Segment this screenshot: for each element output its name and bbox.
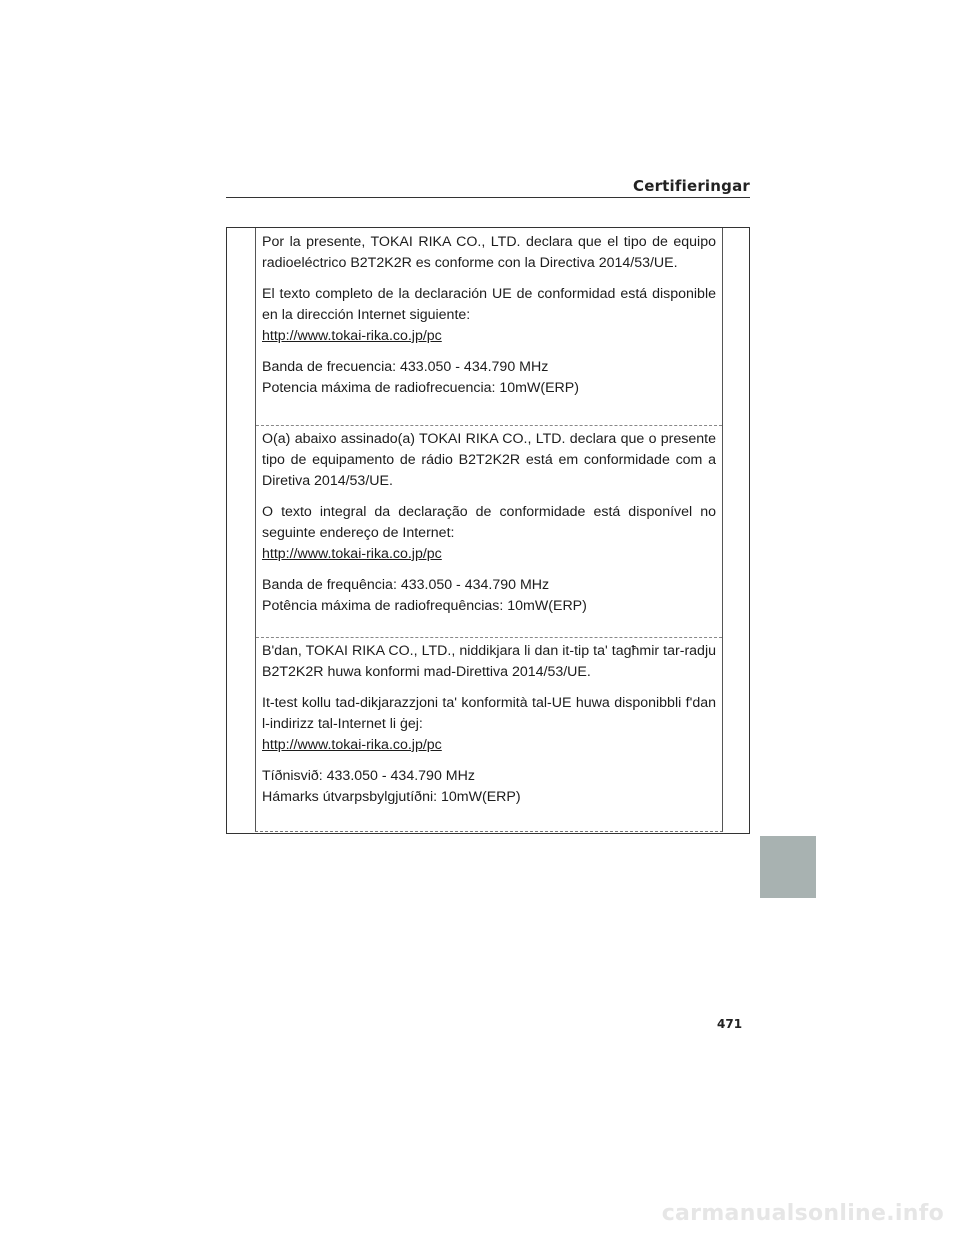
declaration-statement: Por la presente, TOKAI RIKA CO., LTD. declara que el tipo de equipo radioeléctrico B2T2K2R es conforme con la Directiva 2014/53/UE. [262,234,716,271]
declaration-statement: B'dan, TOKAI RIKA CO., LTD., niddikjara li dan it-tip ta' tagħmir tar-radju B2T2K2R huwa konformi mad-Direttiva 2014/53/UE. [262,643,716,680]
page-number: 471 [717,1017,743,1031]
declaration-portuguese [256,425,722,617]
page-header-title: Certifieringar [632,177,750,195]
frequency-band: Banda de frecuencia: 433.050 - 434.790 MHz [262,359,549,375]
max-power: Hámarks útvarpsbylgjutíðni: 10mW(ERP) [262,789,521,805]
header-divider [226,197,750,198]
frequency-band: Tíðnisvið: 433.050 - 434.790 MHz [262,768,475,784]
site-watermark: carmanualsonline.info [661,1201,944,1226]
declaration-link[interactable]: http://www.tokai-rika.co.jp/pc [262,546,442,562]
declaration-maltese [256,637,722,808]
frequency-band: Banda de frequência: 433.050 - 434.790 MHz [262,577,550,593]
declaration-statement: O(a) abaixo assinado(a) TOKAI RIKA CO., LTD. declara que o presente tipo de equipamento de rádio B2T2K2R está em conformidade com a Diretiva 2014/53/UE. [262,431,716,489]
declaration-link[interactable]: http://www.tokai-rika.co.jp/pc [262,328,442,344]
max-power: Potência máxima de radiofrequências: 10mW(ERP) [262,598,587,614]
declaration-frame [226,227,750,834]
declaration-availability: El texto completo de la declaración UE de conformidad está disponible en la dirección Internet siguiente: [262,286,716,323]
max-power: Potencia máxima de radiofrecuencia: 10mW(ERP) [262,380,579,396]
declaration-spanish [256,232,722,399]
declaration-content [255,228,723,832]
declaration-link[interactable]: http://www.tokai-rika.co.jp/pc [262,737,442,753]
chapter-side-tab [760,836,816,898]
declaration-availability: O texto integral da declaração de conformidade está disponível no seguinte endereço de Internet: [262,504,716,541]
declaration-availability: It-test kollu tad-dikjarazzjoni ta' konformità tal-UE huwa disponibbli f'dan l-indirizz tal-Internet li ġej: [262,695,716,732]
